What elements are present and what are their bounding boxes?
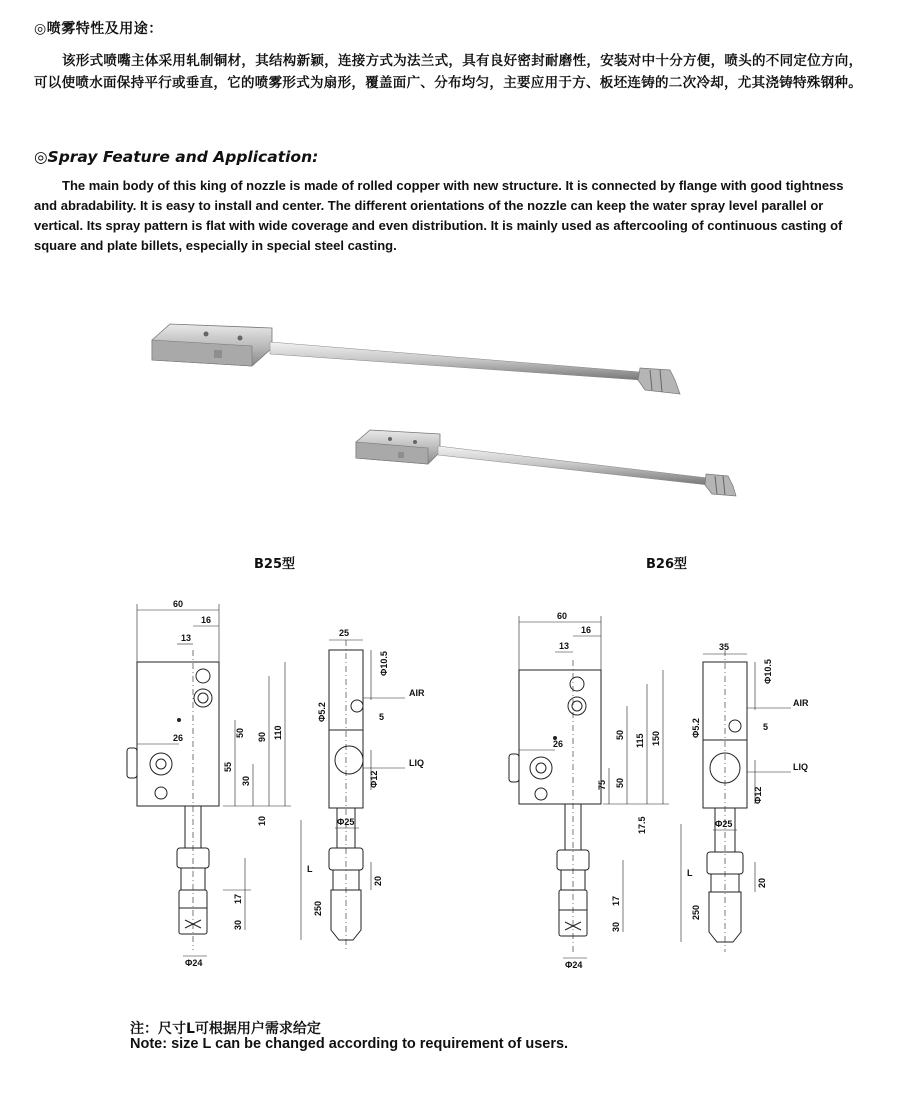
dim-label: 17.5 (637, 816, 647, 834)
air-label: AIR (793, 698, 809, 708)
b26-side-body (703, 662, 747, 808)
dim-label: 17 (233, 893, 243, 904)
dim-label: 30 (611, 921, 621, 932)
dim-label: 13 (181, 633, 192, 643)
technical-drawing-b26 (495, 590, 835, 980)
liq-label: LIQ (409, 758, 424, 768)
dim-label: 16 (201, 615, 212, 625)
product-photo (140, 300, 760, 510)
dim-label: 50 (615, 729, 625, 740)
nozzle-photo-large (152, 324, 680, 394)
dim-label: 75 (597, 779, 607, 790)
dim-label: 17 (611, 895, 621, 906)
liq-label: LIQ (793, 762, 808, 772)
dim-label: 25 (339, 628, 350, 638)
description-en: The main body of this king of nozzle is made of rolled copper with new structure. It is connected by flange with good tightness and abradability. It is easy to install and center. The different orientations of the nozzle can keep the water spray level parallel or vertical. Its spray pattern is flat with wide coverage and even distribution. It is mainly used as aftercooling of continuous casting of square and plate billets, especially in special steel casting. (34, 178, 844, 253)
dim-label: 16 (581, 625, 592, 635)
b26-front-body (519, 670, 601, 804)
air-label: AIR (409, 688, 425, 698)
note-cn: 注：尺寸L可根据用户需求给定 (130, 1021, 321, 1037)
dim-label: Φ25 (337, 817, 355, 827)
dim-label: 50 (615, 777, 625, 788)
technical-drawing-b25 (115, 590, 445, 980)
dim-label: 20 (757, 877, 767, 888)
dim-label: Φ12 (753, 786, 763, 804)
dim-label: 10 (257, 815, 267, 826)
dim-label: L (687, 868, 693, 878)
dim-label: Φ12 (369, 770, 379, 788)
description-cn: 该形式喷嘴主体采用轧制铜材，其结构新颖，连接方式为法兰式，具有良好密封耐磨性，安装对中十分方便，喷头的不同定位方向，可以使喷水面保持平行或垂直，它的喷雾形式为扇形，覆盖面广、分布均匀，主要应用于方、板坯连铸的二次冷却，尤其浇铸特殊钢种。 (34, 53, 863, 91)
dim-label: 60 (173, 599, 184, 609)
dim-label: Φ24 (185, 958, 203, 968)
model-label-b25: B25型 (254, 557, 295, 572)
b26-liquid-port (530, 757, 552, 779)
dim-label: 30 (241, 775, 251, 786)
dim-label: L (307, 864, 313, 874)
dim-label: 5 (379, 712, 385, 722)
dim-label: 35 (719, 642, 730, 652)
dim-label: 250 (313, 900, 323, 916)
dim-label: Φ24 (565, 960, 583, 970)
b25-hole-top (196, 669, 210, 683)
dim-label: 250 (691, 904, 701, 920)
dim-label: Φ5.2 (691, 718, 701, 738)
dim-label: 110 (273, 725, 283, 740)
dim-label: Φ25 (715, 819, 733, 829)
b25-liquid-port (150, 753, 172, 775)
dim-label: Φ10.5 (763, 659, 773, 684)
dim-label: 13 (559, 641, 570, 651)
dim-label: 90 (257, 731, 267, 742)
section-title-en: ◎Spray Feature and Application: (34, 148, 319, 166)
dim-label: 20 (373, 875, 383, 886)
dim-label: 150 (651, 730, 661, 746)
dim-label: 26 (173, 733, 184, 743)
nozzle-photo-small (356, 430, 736, 496)
dim-label: Φ5.2 (317, 702, 327, 722)
dim-label: 55 (223, 761, 233, 772)
dim-label: 60 (557, 611, 568, 621)
dim-label: 115 (635, 733, 645, 748)
dim-label: 26 (553, 739, 564, 749)
section-title-cn: ◎喷雾特性及用途： (34, 21, 163, 37)
note-en: Note: size L can be changed according to requirement of users. (130, 1036, 569, 1052)
dim-label: Φ10.5 (379, 651, 389, 676)
dim-label: 50 (235, 727, 245, 738)
model-label-b26: B26型 (646, 557, 687, 572)
dim-label: 5 (763, 722, 769, 732)
dim-label: 30 (233, 919, 243, 930)
